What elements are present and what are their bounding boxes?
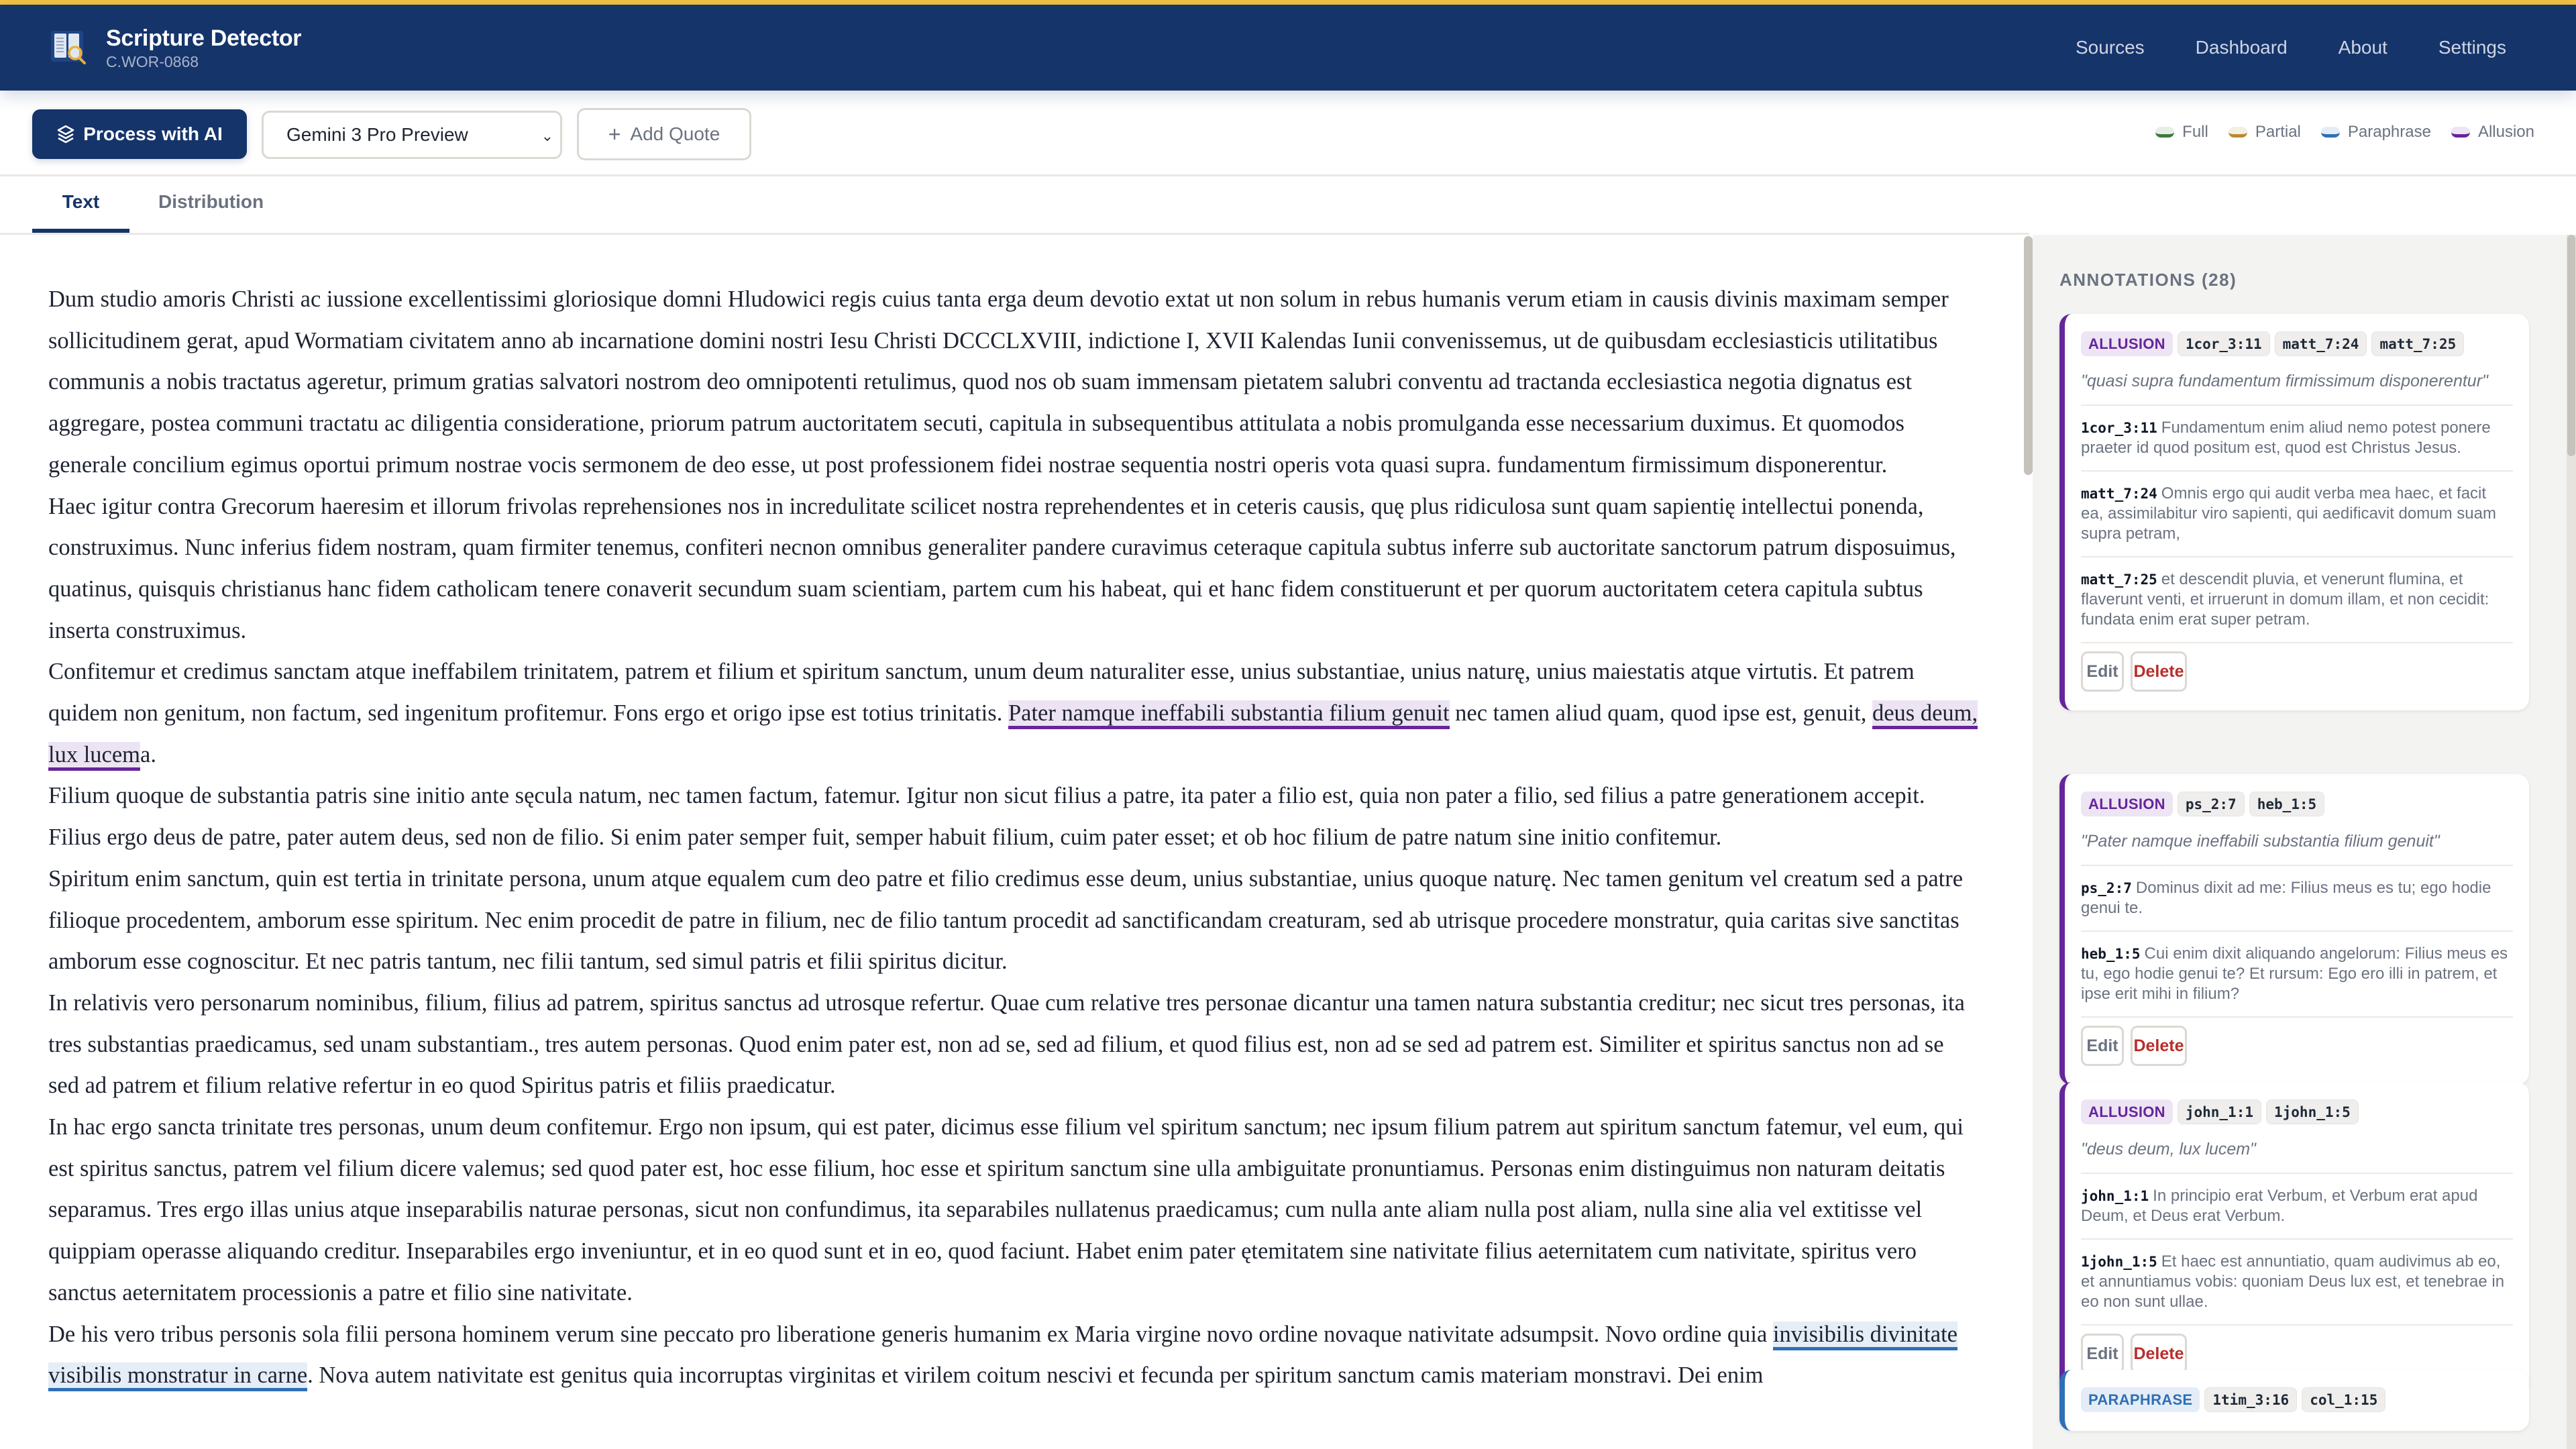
card-actions (2081, 1334, 2513, 1374)
chevron-down-icon: ⌄ (541, 127, 553, 144)
paragraph: Filium quoque de substantia patris sine initio ante sęcula natum, nec tamen factum, fatemur. Igitur non sicut filius a patre, ita pater a filio est, quia non pater a filio, sed filius a patre generationem accepit. Filius ergo deus de patre, pater autem deus, sed non de filio. Si enim pater semper fuit, semper habuit filium, cuim pater esset; et ob hoc filium de patre natum sine initio confitemur. (48, 783, 1925, 851)
verse-ref: ps_2:7 (2081, 880, 2132, 896)
add-quote-label: Add Quote (630, 123, 720, 144)
add-quote-button[interactable] (577, 108, 751, 160)
type-badge: PARAPHRASE (2081, 1387, 2200, 1412)
verse-text: Fundamentum enim aliud nemo potest ponere praeter id quod positum est, quod est Christus Jesus. (2081, 419, 2491, 457)
ref-badge[interactable]: 1cor_3:11 (2178, 331, 2270, 356)
annotation-quote: "quasi supra fundamentum firmissimum disponerentur" (2081, 371, 2513, 406)
legend-swatch-paraphrase (2321, 127, 2340, 138)
verse-text: et descendit pluvia, et venerunt flumina, et flaverunt venti, et irruerunt in domum illam, et non cecidit: fundata enim erat super petram. (2081, 570, 2489, 629)
nav-sources[interactable]: Sources (2075, 37, 2145, 58)
annotation-card[interactable] (2059, 774, 2529, 1085)
annotations-heading: ANNOTATIONS (28) (2059, 270, 2237, 290)
legend-full (2155, 123, 2208, 142)
brand[interactable] (48, 25, 301, 70)
verse-text: Omnis ergo qui audit verba mea haec, et facit ea, assimilabitur viro sapienti, qui aedificavit domum suam supra petram, (2081, 484, 2496, 543)
highlight-paraphrase[interactable]: invisibilis divinitate visibilis monstratur in carne (48, 1322, 1957, 1392)
text-span: . Nova autem nativitate est genitus quia incorruptas virginitas et virilem coitum nescivi et fecunda per spiritum sanctum camis materiam monstravi. Dei enim (307, 1362, 1764, 1389)
tab-text[interactable]: Text (32, 191, 129, 233)
paragraph (48, 651, 1980, 775)
legend-swatch-full (2155, 127, 2174, 138)
verse-text: Dominus dixit ad me: Filius meus es tu; ego hodie genui te. (2081, 879, 2491, 917)
verse-entry (2081, 472, 2513, 557)
paragraph: In relativis vero personarum nominibus, filium, filius ad patrem, spiritus sanctus ad utrosque refertur. Quae cum relative tres personae dicantur una tamen natura substantia creditur; nec sicut tres personas, ita tres substantias praedicamus, sed unam substantiam., tres autem personas. Quod enim pater est, non ad se, sed ad filium, et quod filius est, non ad se sed ad patrem est. Similiter et spiritus sanctus non ad se sed ad patrem et filium relative refertur in eo quod Spiritus patris et filiis praedicatur. (48, 989, 1965, 1099)
legend-swatch-partial (2229, 127, 2247, 138)
type-badge: ALLUSION (2081, 1099, 2173, 1124)
ref-badge[interactable]: matt_7:25 (2371, 331, 2464, 356)
card-actions (2081, 1026, 2513, 1066)
plus-icon: + (608, 121, 621, 146)
badge-row (2081, 792, 2513, 816)
type-badge: ALLUSION (2081, 792, 2173, 816)
nav-dashboard[interactable]: Dashboard (2195, 37, 2288, 58)
process-with-ai-button[interactable] (32, 109, 247, 159)
highlight-allusion[interactable]: deus deum, lux lucem (48, 700, 1978, 771)
document-id: C.WOR-0868 (106, 53, 199, 70)
match-type-legend (2135, 123, 2534, 142)
legend-allusion (2451, 123, 2534, 142)
ref-badge[interactable]: 1tim_3:16 (2204, 1387, 2297, 1412)
annotations-scrollbar[interactable] (2567, 235, 2576, 1449)
main-nav (2025, 5, 2506, 91)
text-span: De his vero tribus personis sola filii persona hominem verum sine peccato pro liberatione generis humanim ex Maria virgine novo ordine novaque nativitate adsumpsit. Novo ordine quia (48, 1321, 1773, 1347)
ref-badge[interactable]: john_1:1 (2178, 1099, 2261, 1124)
document-text (48, 279, 1980, 1397)
nav-about[interactable]: About (2338, 37, 2387, 58)
paragraph: Haec igitur contra Grecorum haeresim et illorum frivolas reprehensiones nos in incredulitate scilicet nostra reprehendentes et in ceteris causis, quę plus ridiculosa sunt quam sapientię intellectui ponenda, construximus. Nunc inferius fidem nostram, quam firmiter tenemus, confiteri necnon omnibus generaliter pandere curavimus ceteraque capitula subtus inferre sub auctoritate sanctorum patrum disposuimus, quatinus, quisquis christianus hanc fidem catholicam tenere conaverit secundum suam scientiam, partem cum his habeat, qui et hanc fidem constituerunt et per quorum auctoritatem cetera capitula subtus inserta construximus. (48, 493, 1956, 643)
document-view (0, 235, 2029, 1449)
edit-button[interactable]: Edit (2081, 1334, 2124, 1374)
card-actions (2081, 651, 2513, 692)
annotations-panel (2033, 235, 2576, 1449)
verse-entry (2081, 1174, 2513, 1240)
legend-label: Full (2182, 123, 2208, 141)
model-select[interactable] (262, 111, 562, 159)
ref-badge[interactable]: matt_7:24 (2275, 331, 2367, 356)
verse-text: Et haec est annuntiatio, quam audivimus ab eo, et annuntiamus vobis: quoniam Deus lux est, et tenebrae in eo non sunt ullae. (2081, 1252, 2505, 1311)
legend-swatch-allusion (2451, 127, 2470, 138)
text-span: a. (140, 741, 156, 767)
nav-settings[interactable]: Settings (2438, 37, 2506, 58)
view-tabs (0, 176, 2029, 235)
document-scrollbar[interactable] (2024, 236, 2033, 475)
paragraph: Spiritum enim sanctum, quin est tertia in trinitate persona, unum atque equalem cum deo patre et filio credimus esse deum, unius substantiae, unius quoque naturę. Nec tamen genitum vel creatum sed a patre filioque procedentem, amborum esse spiritum. Nec enim procedit de patre in filium, nec de filio tantum procedit ad sanctificandam creaturam, sed ab utrisque procedere monstratur, quia caritas sive sanctitas amborum esse cognoscitur. Et nec patris tantum, nec filii tantum, sed simul patris et filii spiritus dicitur. (48, 865, 1964, 975)
annotation-card[interactable] (2059, 1082, 2529, 1393)
verse-text: In principio erat Verbum, et Verbum erat apud Deum, et Deus erat Verbum. (2081, 1187, 2478, 1225)
legend-partial (2229, 123, 2301, 142)
verse-entry (2081, 1240, 2513, 1326)
annotation-card[interactable] (2059, 314, 2529, 710)
verse-text: Cui enim dixit aliquando angelorum: Filius meus es tu, ego hodie genui te? Et rursum: Ego ero illi in patrem, et ipse erit mihi in filium? (2081, 945, 2508, 1003)
verse-ref: john_1:1 (2081, 1188, 2149, 1204)
verse-entry (2081, 866, 2513, 932)
legend-label: Partial (2255, 123, 2301, 141)
annotation-quote: "Pater namque ineffabili substantia filium genuit" (2081, 831, 2513, 866)
edit-button[interactable]: Edit (2081, 1026, 2124, 1066)
ref-badge[interactable]: heb_1:5 (2249, 792, 2325, 816)
model-select-value: Gemini 3 Pro Preview (286, 124, 468, 145)
annotation-quote: "deus deum, lux lucem" (2081, 1139, 2513, 1174)
edit-button[interactable]: Edit (2081, 651, 2124, 692)
paragraph (48, 1314, 1980, 1397)
badge-row (2081, 1099, 2513, 1124)
top-accent-strip (0, 0, 2576, 5)
type-badge: ALLUSION (2081, 331, 2173, 356)
legend-label: Paraphrase (2347, 123, 2431, 141)
tab-distribution[interactable]: Distribution (158, 191, 264, 212)
badge-row (2081, 331, 2513, 356)
text-span: nec tamen aliud quam, quod ipse est, genuit, (1449, 700, 1872, 727)
highlight-allusion[interactable]: Pater namque ineffabili substantia filium genuit (1008, 700, 1450, 729)
badge-row (2081, 1387, 2513, 1412)
app-header (0, 5, 2576, 91)
verse-ref: heb_1:5 (2081, 946, 2141, 962)
text-span: Confitemur et credimus sanctam atque ineffabilem trinitatem, patrem et filium et spiritum sanctum, unum deum naturaliter esse, unius substantiae, unius naturę, unius maiestatis atque virtutis. Et patrem quidem non genitum, non factum, sed ingenitum profitemur. Fons ergo et origo ipse est totius trinitatis. (48, 659, 1915, 727)
ref-badge[interactable]: 1john_1:5 (2266, 1099, 2359, 1124)
verse-entry (2081, 406, 2513, 472)
delete-button[interactable]: Delete (2131, 651, 2187, 692)
delete-button[interactable]: Delete (2131, 1334, 2187, 1374)
paragraph: Dum studio amoris Christi ac iussione excellentissimi gloriosique domni Hludowici regis cuius tanta erga deum devotio extat ut non solum in rebus humanis verum etiam in causis divinis maximam semper sollicitudinem gerat, apud Wormatiam civitatem anno ab incarnatione domini nostri Iesu Christi DCCCLXVIII, indictione I, XVII Kalendas Iunii convenissemus, ut de quibusdam ecclesiasticis utilitatibus communis a nobis tractatus ageretur, primum gratias salvatori nostrom deo omnipotenti retulimus, quod nos ob suam immensam pietatem salubri conventu ad tractanda ecclesiastica negotia dignatus est aggregare, postea communi tractatu ac diligentia consideratione, priorum patrum auctoritatem secuti, capitula in subsequentibus attitulata a nobis promulganda esse necessarium duximus. Et quomodos generale concilium egimus oportui primum nostrae vocis sermonem de deo esse, ut post professionem fidei nostrae sequentia nostri operis vota quasi supra. fundamentum firmissimum disponerentur. (48, 286, 1949, 478)
verse-ref: 1cor_3:11 (2081, 420, 2157, 436)
toolbar (0, 91, 2576, 176)
verse-entry (2081, 932, 2513, 1018)
paragraph: In hac ergo sancta trinitate tres personas, unum deum confitemur. Ergo non ipsum, qui est pater, dicimus esse filium vel spiritum sanctum; nec ipsum filium patrem aut spiritum sanctum fatemur, vel eum, qui est spiritus sanctus, patrem vel filium dicere valemus; sed quod pater est, hoc esse filium, hoc esse et spiritum sanctum sine ulla ambiguitate pronuntiamus. Personas enim distinguimus non naturam deitatis separamus. Tres ergo illas unius atque inseparabilis naturae personas, sicut non confundimus, ita separabiles nullatenus praedicamus; cum nulla ante aliam nulla post aliam, nulla sine alia vel extitisse vel quippiam operasse aliquando creditur. Inseparabiles ergo inveniuntur, et in eo quod sunt et in eo, quod faciunt. Habet enim pater ętemitatem sine nativitate filius aeternitatem cum nativitate, spiritus vero sanctus aeternitatem processionis a patre et filio sine nativitate. (48, 1114, 1964, 1305)
verse-entry (2081, 557, 2513, 643)
legend-paraphrase (2321, 123, 2431, 142)
annotations-scrollbar-thumb[interactable] (2567, 235, 2575, 456)
book-magnifier-icon (48, 27, 90, 68)
legend-label: Allusion (2477, 123, 2534, 141)
delete-button[interactable]: Delete (2131, 1026, 2187, 1066)
verse-ref: 1john_1:5 (2081, 1254, 2157, 1270)
ref-badge[interactable]: col_1:15 (2302, 1387, 2385, 1412)
app-title: Scripture Detector (106, 25, 302, 51)
layers-icon (56, 124, 75, 144)
annotation-card[interactable] (2059, 1370, 2529, 1431)
process-with-ai-label: Process with AI (83, 123, 223, 144)
verse-ref: matt_7:25 (2081, 572, 2157, 588)
verse-ref: matt_7:24 (2081, 486, 2157, 502)
ref-badge[interactable]: ps_2:7 (2178, 792, 2245, 816)
